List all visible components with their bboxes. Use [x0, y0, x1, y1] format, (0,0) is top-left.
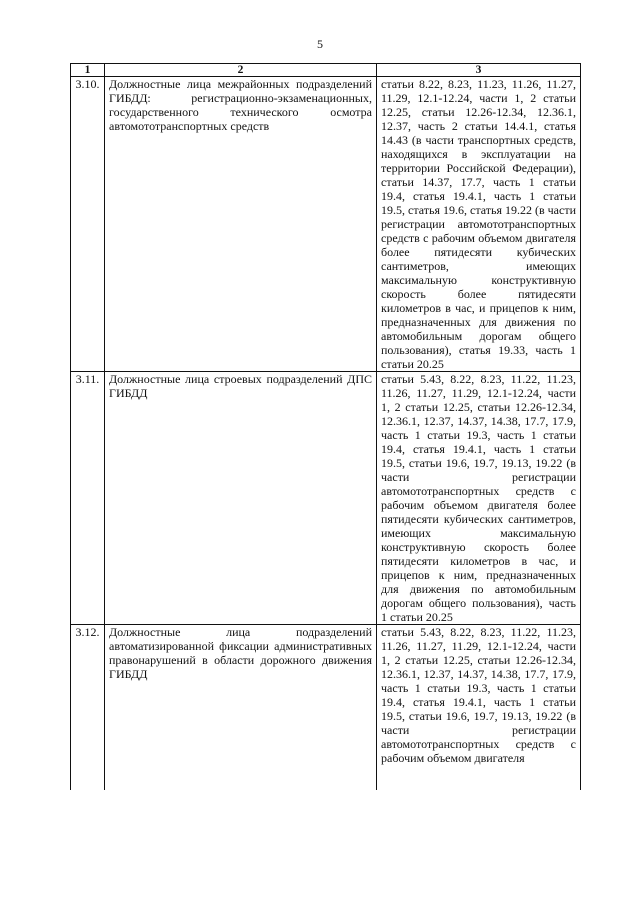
- column-header-articles: 3: [377, 64, 581, 77]
- table-row: [71, 77, 581, 372]
- officials-cell: Должностные лица межрайонных подразделений ГИБДД: регистрационно-экзаменационных, государственного технического осмотра автомототранспортных средств: [105, 77, 377, 372]
- officials-text: Должностные лица подразделений автоматизированной фиксации административных правонарушений в области дорожного движения ГИБДД: [109, 625, 372, 681]
- table-header-row: [71, 64, 581, 77]
- column-header-officials: 2: [105, 64, 377, 77]
- articles-cell: статьи 8.22, 8.23, 11.23, 11.26, 11.27, 11.29, 12.1-12.24, части 1, 2 статьи 12.25, статьи 12.26-12.34, 12.36.1, 12.37, часть 2 статьи 14.4.1, статья 14.43 (в части транспортных средств, находящихся в эксплуатации на территории Российской Федерации), статьи 14.37, 17.7, часть 1 статьи 19.4, статья 19.4.1, часть 1 статьи 19.5, статья 19.6, статья 19.22 (в части регистрации автомототранспортных средств с рабочим объемом двигателя более пятидесяти кубических сантиметров, имеющих максимальную конструктивную скорость более пятидесяти километров в час, и прицепов к ним, предназначенных для движения по автомобильным дорогам общего пользования), статья 19.33, часть 1 статьи 20.25: [377, 77, 581, 372]
- articles-cell: [377, 625, 581, 791]
- row-number: 3.12.: [71, 625, 105, 791]
- row-number: 3.11.: [71, 372, 105, 625]
- officials-cell: [105, 625, 377, 791]
- table-row: [71, 625, 581, 791]
- articles-text: статьи 5.43, 8.22, 8.23, 11.22, 11.23, 11.26, 11.27, 11.29, 12.1-12.24, части 1, 2 статьи 12.25, статьи 12.26-12.34, 12.36.1, 12.37, 14.37, 14.38, 17.7, 17.9, часть 1 статьи 19.3, часть 1 статьи 19.4, статья 19.4.1, часть 1 статьи 19.5, статьи 19.6, 19.7, 19.13, 19.22 (в части регистрации автомототранспортных средств с рабочим объемом двигателя: [381, 625, 576, 765]
- articles-cell: статьи 5.43, 8.22, 8.23, 11.22, 11.23, 11.26, 11.27, 11.29, 12.1-12.24, части 1, 2 статьи 12.25, статьи 12.26-12.34, 12.36.1, 12.37, 14.37, 14.38, 17.7, 17.9, часть 1 статьи 19.3, часть 1 статьи 19.4, статья 19.4.1, часть 1 статьи 19.5, статьи 19.6, 19.7, 19.13, 19.22 (в части регистрации автомототранспортных средств с рабочим объемом двигателя более пятидесяти кубических сантиметров, имеющих максимальную конструктивную скорость более пятидесяти километров в час, и прицепов к ним, предназначенных для движения по автомобильным дорогам общего пользования), часть 1 статьи 20.25: [377, 372, 581, 625]
- row-number: 3.10.: [71, 77, 105, 372]
- authority-table: [70, 63, 581, 790]
- column-header-number: 1: [71, 64, 105, 77]
- table-row: [71, 372, 581, 625]
- officials-cell: Должностные лица строевых подразделений ДПС ГИБДД: [105, 372, 377, 625]
- page-number: 5: [317, 37, 323, 51]
